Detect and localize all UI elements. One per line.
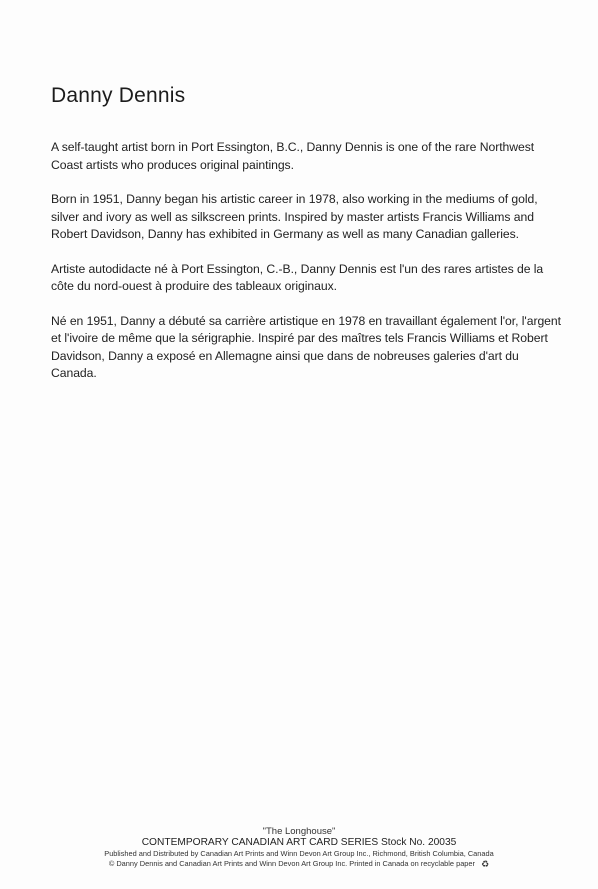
artist-name-title: Danny Dennis xyxy=(51,84,186,107)
bio-paragraph-en-2: Born in 1951, Danny began his artistic career in 1978, also working in the mediums of gold, silver and ivory as well as silkscreen prints. Inspired by master artists Francis Williams and Robert Davidson, Danny has exhibited in Germany as well as many Canadian galleries. xyxy=(51,192,538,241)
bio-paragraph-fr-2: Né en 1951, Danny a débuté sa carrière artistique en 1978 en travaillant également l'or, l'argent et l'ivoire de même que la sérigraphie. Inspiré par des maîtres tels Francis Williams et Robert Davidson, Danny a exposé en Allemagne ainsi que dans de nobreuses galeries d'art du Canada. xyxy=(51,313,561,380)
bio-paragraph-en-1: A self-taught artist born in Port Essington, B.C., Danny Dennis is one of the rare Northwest Coast artists who produces original paintings. xyxy=(51,140,535,172)
copyright-row xyxy=(0,859,598,869)
artwork-title: "The Longhouse" xyxy=(262,826,336,837)
biography-text xyxy=(51,139,561,400)
copyright-line: © Danny Dennis and Canadian Art Prints and Winn Devon Art Group Inc. Printed in Canada on recyclable paper xyxy=(108,859,475,868)
bio-paragraph-fr-1: Artiste autodidacte né à Port Essington, C.-B., Danny Dennis est l'un des rares artistes de la côte du nord-ouest à produire des tableaux originaux. xyxy=(51,261,544,293)
publisher-line: Published and Distributed by Canadian Art Prints and Winn Devon Art Group Inc., Richmond, British Columbia, Canada xyxy=(104,849,494,858)
series-line: CONTEMPORARY CANADIAN ART CARD SERIES Stock No. 20035 xyxy=(141,837,457,848)
recycle-icon: ♻ xyxy=(481,859,490,870)
card-footer xyxy=(0,826,598,869)
